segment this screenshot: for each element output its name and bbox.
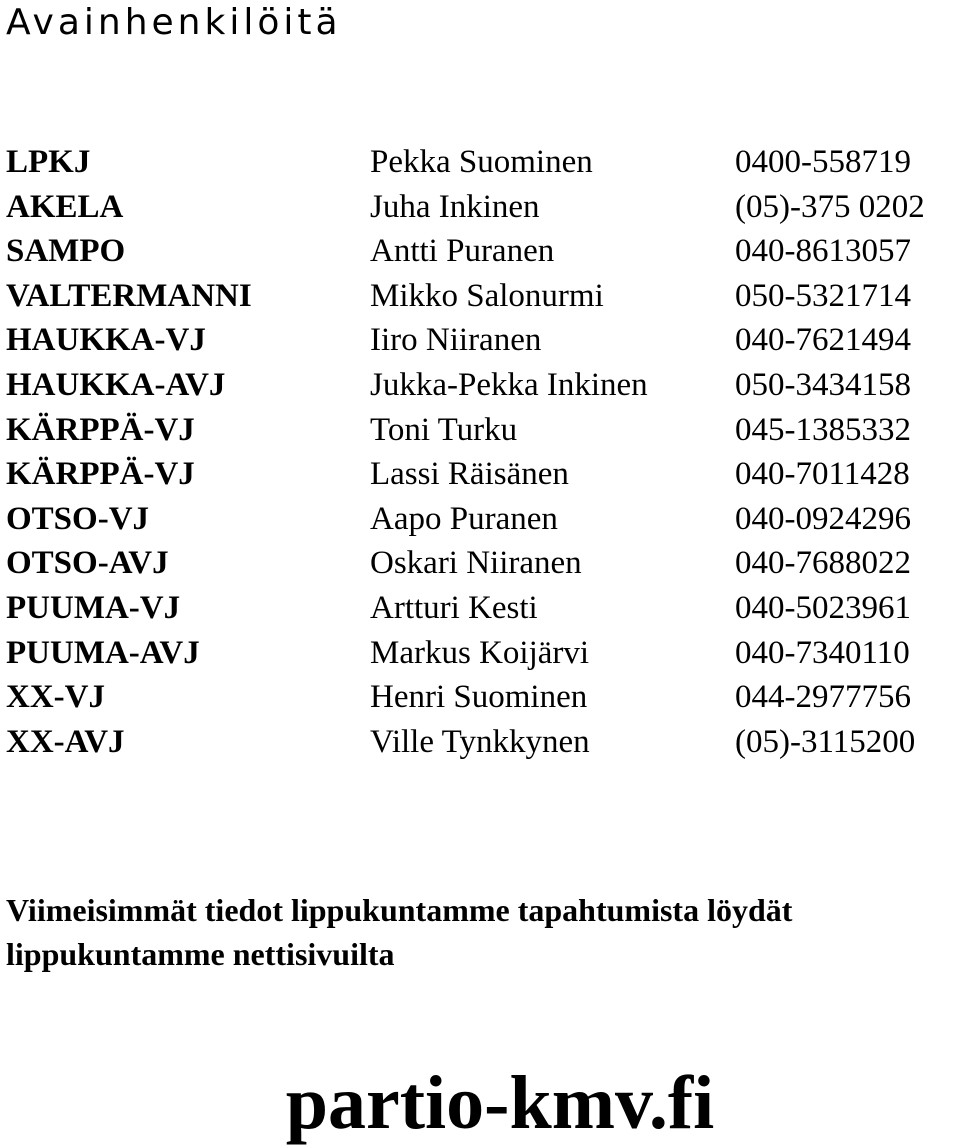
contact-role: SAMPO bbox=[6, 233, 126, 270]
contact-role: LPKJ bbox=[6, 144, 91, 180]
contact-name: Jukka-Pekka Inkinen bbox=[370, 366, 648, 403]
contact-row bbox=[0, 631, 960, 676]
website-note bbox=[6, 888, 792, 976]
contact-role: HAUKKA-VJ bbox=[6, 322, 206, 359]
contact-name: Lassi Räisänen bbox=[370, 456, 569, 493]
contact-name: Markus Koijärvi bbox=[370, 634, 590, 671]
contact-role: XX-AVJ bbox=[6, 723, 125, 760]
contact-role: PUUMA-VJ bbox=[6, 589, 181, 626]
contact-role: KÄRPPÄ-VJ bbox=[6, 411, 195, 448]
contact-role: OTSO-VJ bbox=[6, 500, 150, 537]
contact-phone: 0400-558719 bbox=[735, 144, 911, 180]
page-title: Avainhenkilöitä bbox=[6, 2, 342, 43]
contact-phone: 040-7688022 bbox=[735, 545, 911, 582]
contact-name: Henri Suominen bbox=[370, 679, 588, 716]
contact-row bbox=[0, 318, 960, 363]
contact-row bbox=[0, 675, 960, 720]
contact-name: Antti Puranen bbox=[370, 233, 555, 270]
contact-row bbox=[0, 408, 960, 453]
website-address[interactable]: partio-kmv.fi bbox=[285, 1061, 715, 1145]
contact-row bbox=[0, 185, 960, 230]
contact-phone: 040-8613057 bbox=[735, 233, 911, 270]
contact-phone: 040-5023961 bbox=[735, 589, 911, 626]
contact-phone: 040-7621494 bbox=[735, 322, 911, 359]
contact-role: PUUMA-AVJ bbox=[6, 634, 200, 671]
contact-phone: 050-5321714 bbox=[735, 277, 911, 314]
contact-row bbox=[0, 720, 960, 765]
contact-phone: (05)-375 0202 bbox=[735, 188, 925, 225]
contact-phone: 040-7340110 bbox=[735, 634, 910, 671]
contact-name: Ville Tynkkynen bbox=[370, 723, 590, 760]
contact-row bbox=[0, 586, 960, 631]
contact-phone: 040-7011428 bbox=[735, 456, 910, 493]
contact-role: XX-VJ bbox=[6, 679, 105, 716]
contact-row bbox=[0, 497, 960, 542]
contact-name: Oskari Niiranen bbox=[370, 545, 582, 582]
contact-name: Toni Turku bbox=[370, 411, 518, 448]
contact-role: KÄRPPÄ-VJ bbox=[6, 456, 195, 493]
contact-row bbox=[0, 541, 960, 586]
contact-role: HAUKKA-AVJ bbox=[6, 366, 226, 403]
contact-row bbox=[0, 140, 960, 185]
contact-role: OTSO-AVJ bbox=[6, 545, 169, 582]
contact-name: Artturi Kesti bbox=[370, 589, 538, 626]
contact-list bbox=[0, 140, 960, 764]
contact-phone: 045-1385332 bbox=[735, 411, 911, 448]
contact-row bbox=[0, 274, 960, 319]
contact-name: Iiro Niiranen bbox=[370, 322, 542, 359]
contact-row bbox=[0, 363, 960, 408]
contact-name: Pekka Suominen bbox=[370, 144, 593, 180]
contact-name: Aapo Puranen bbox=[370, 500, 558, 537]
contact-phone: 050-3434158 bbox=[735, 366, 911, 403]
contact-role: AKELA bbox=[6, 188, 124, 225]
contact-role: VALTERMANNI bbox=[6, 277, 252, 314]
contact-row bbox=[0, 229, 960, 274]
contact-phone: (05)-3115200 bbox=[735, 723, 916, 760]
contact-phone: 040-0924296 bbox=[735, 500, 911, 537]
contact-name: Mikko Salonurmi bbox=[370, 277, 604, 314]
website-note-line-2: lippukuntamme nettisivuilta bbox=[6, 936, 395, 972]
website-note-line-1: Viimeisimmät tiedot lippukuntamme tapahtumista löydät bbox=[6, 892, 793, 928]
contact-name: Juha Inkinen bbox=[370, 188, 540, 225]
contact-phone: 044-2977756 bbox=[735, 679, 911, 716]
contact-row bbox=[0, 452, 960, 497]
